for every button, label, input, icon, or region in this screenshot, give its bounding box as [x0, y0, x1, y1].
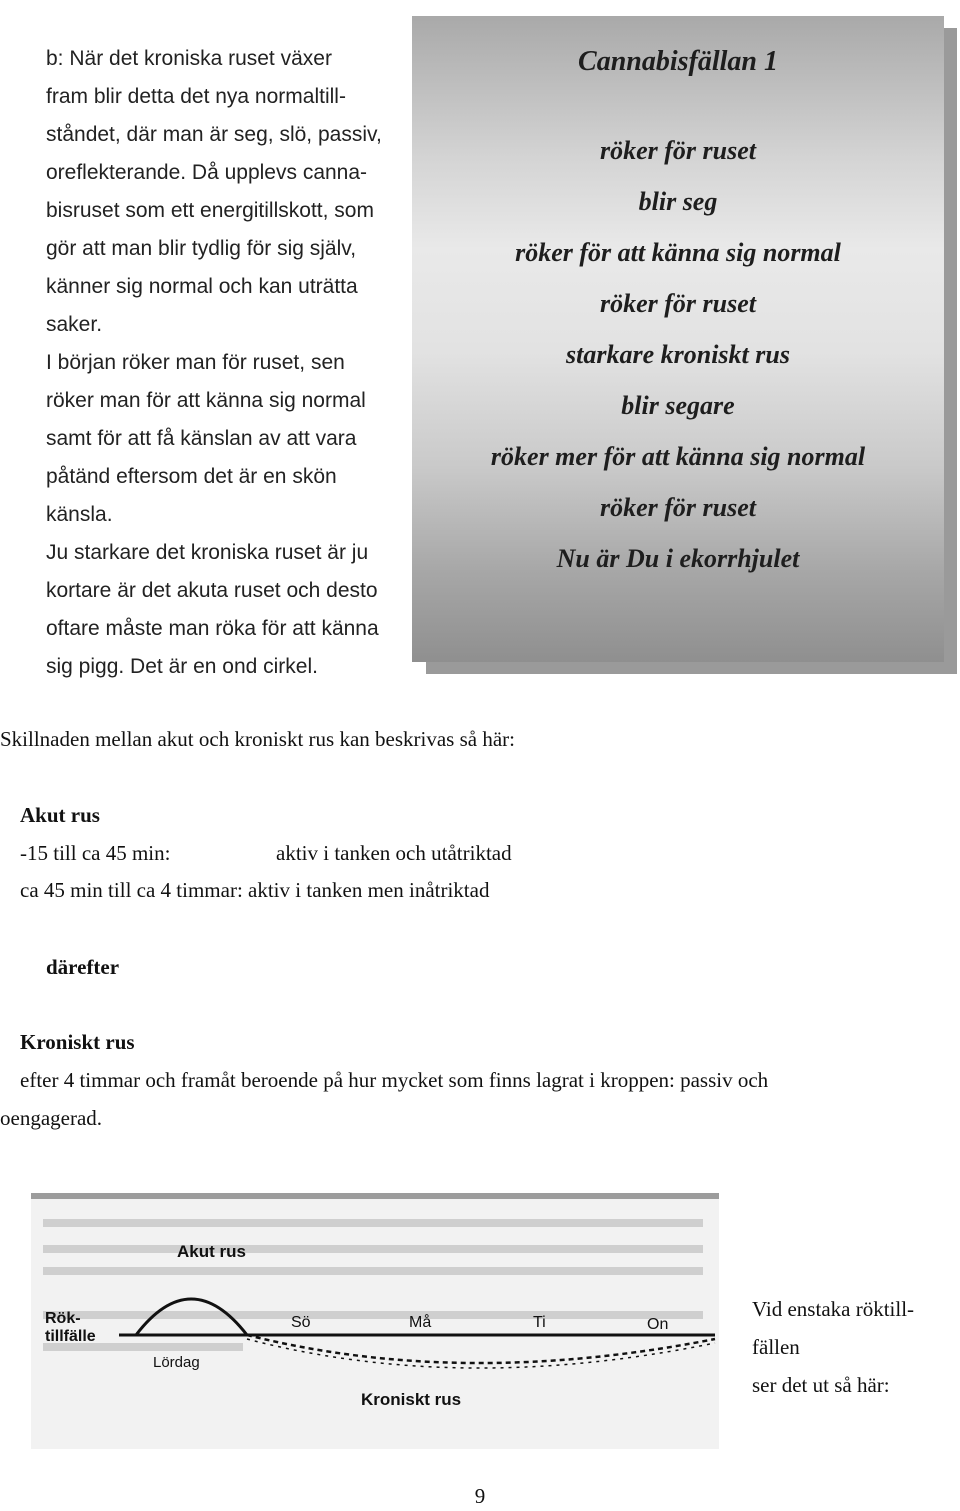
smoke-label: Rök-: [45, 1310, 81, 1327]
figure-top-border: [31, 1193, 719, 1199]
caption-line: Vid enstaka röktill-: [752, 1297, 915, 1321]
day-label: On: [647, 1316, 669, 1333]
text-line: känsla.: [46, 503, 113, 526]
left-text-block: [46, 40, 416, 686]
text-line: oreflekterande. Då upplevs canna-: [46, 161, 368, 184]
text-line: Ju starkare det kroniska ruset är ju: [46, 541, 369, 564]
day-label: Ti: [533, 1314, 546, 1331]
trap-line: blir seg: [638, 187, 718, 216]
acute-row: [20, 838, 512, 868]
trap-line: röker för ruset: [599, 136, 756, 165]
acute-row: [20, 875, 489, 905]
bleed-line: [43, 1311, 703, 1319]
caption-line: fällen: [752, 1335, 800, 1359]
day-saturday-label: Lördag: [153, 1354, 200, 1371]
trap-line: blir segare: [621, 391, 735, 420]
text-line: gör att man blir tydlig för sig själv,: [46, 237, 357, 260]
text-line: kortare är det akuta ruset och desto: [46, 579, 378, 602]
acute-row-value: aktiv i tanken men inåtriktad: [248, 878, 490, 902]
bleed-line: [43, 1267, 703, 1275]
text-line: ståndet, där man är seg, slö, passiv,: [46, 123, 382, 146]
text-line: röker man för att känna sig normal: [46, 389, 366, 412]
smoke-label: tillfälle: [45, 1328, 96, 1345]
acute-row-label: ca 45 min till ca 4 timmar:: [20, 878, 243, 902]
chronic-heading: Kroniskt rus: [20, 1030, 135, 1054]
trap-lines: [412, 132, 944, 591]
caption-line: ser det ut så här:: [752, 1373, 890, 1397]
acute-heading: Akut rus: [20, 803, 100, 827]
acute-row-value: aktiv i tanken och utåtriktad: [276, 841, 512, 865]
intro-text: Skillnaden mellan akut och kroniskt rus kan beskrivas så här:: [0, 727, 515, 751]
chronic-text-line: efter 4 timmar och framåt beroende på hur mycket som finns lagrat i kroppen: passiv och: [20, 1068, 769, 1092]
trap-line: röker för ruset: [599, 289, 756, 318]
page-number: 9: [474, 1484, 486, 1508]
text-line: bisruset som ett energitillskott, som: [46, 199, 374, 222]
text-line: saker.: [46, 313, 103, 336]
cannabis-trap-box: [412, 16, 944, 662]
figure-background: [31, 1193, 719, 1449]
day-label: Må: [409, 1314, 432, 1331]
trap-line: röker för ruset: [599, 493, 756, 522]
rus-diagram-svg: [31, 1193, 719, 1449]
chronic-text-line: oengagerad.: [0, 1106, 103, 1130]
text-line: b: När det kroniska ruset växer: [46, 47, 332, 70]
trap-line: starkare kroniskt rus: [566, 340, 790, 369]
text-line: sig pigg. Det är en ond cirkel.: [46, 655, 318, 678]
chronic-label: Kroniskt rus: [361, 1390, 462, 1409]
text-line: oftare måste man röka för att känna: [46, 617, 379, 640]
after-label: därefter: [46, 955, 120, 979]
bleed-line: [43, 1219, 703, 1227]
text-line: påtänd eftersom det är en skön: [46, 465, 337, 488]
trap-line: röker för att känna sig normal: [515, 238, 841, 267]
figure-caption: [752, 1290, 957, 1404]
text-line: känner sig normal och kan uträtta: [46, 275, 358, 298]
text-line: fram blir detta det nya normaltill-: [46, 85, 346, 108]
rus-diagram: [31, 1193, 719, 1449]
acute-row-label: -15 till ca 45 min:: [20, 841, 171, 865]
text-line: samt för att få känslan av att vara: [46, 427, 357, 450]
trap-line: Nu är Du i ekorrhjulet: [556, 544, 800, 573]
day-label: Sö: [291, 1314, 311, 1331]
trap-line: röker mer för att känna sig normal: [490, 442, 866, 471]
acute-label: Akut rus: [177, 1242, 246, 1261]
text-line: I början röker man för ruset, sen: [46, 351, 345, 374]
trap-title: Cannabisfällan 1: [578, 46, 778, 77]
bleed-line: [43, 1245, 703, 1253]
